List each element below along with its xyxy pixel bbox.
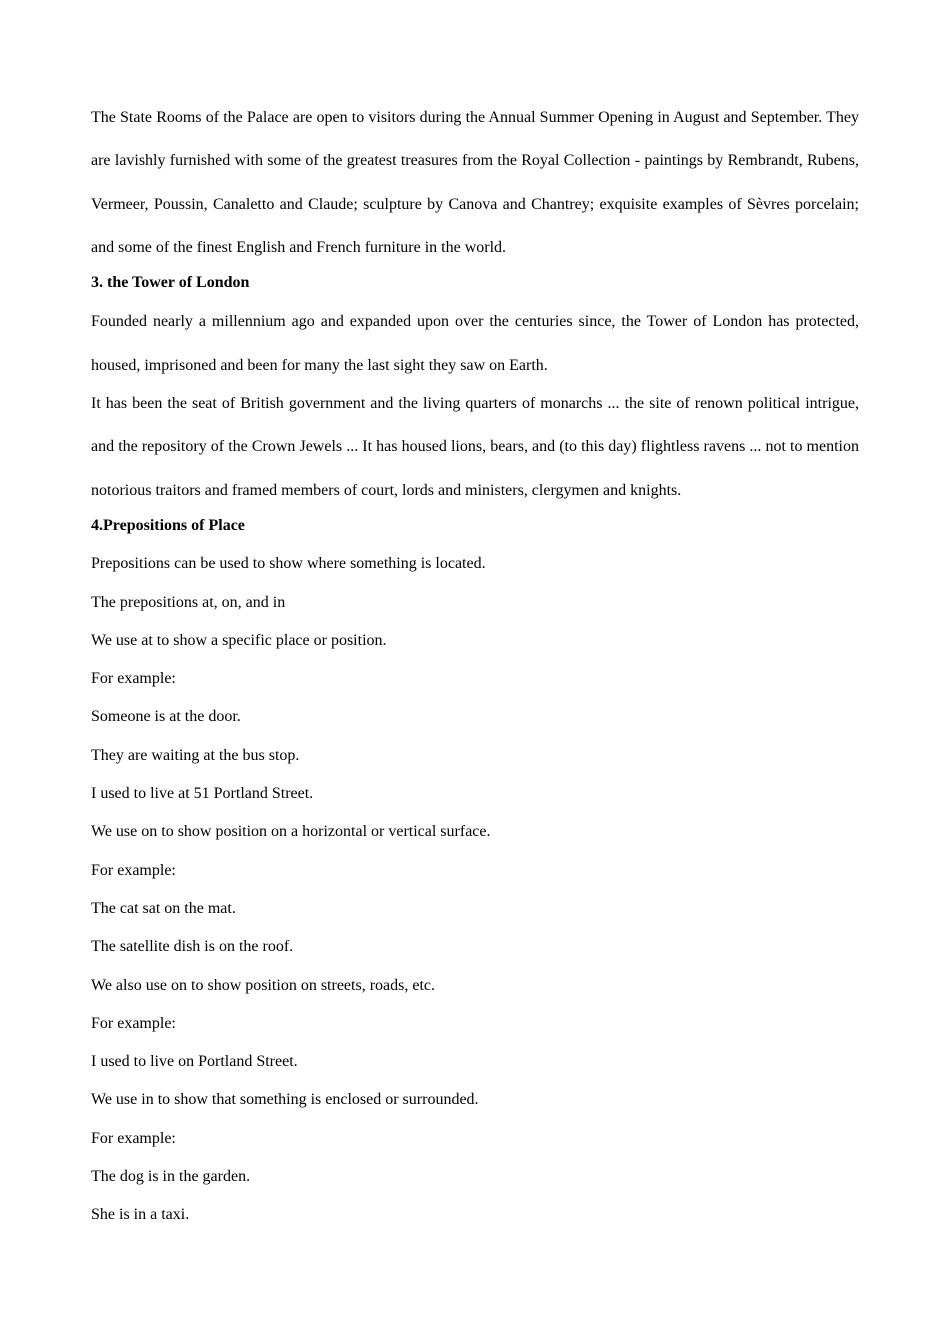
text-line: The cat sat on the mat.	[91, 899, 236, 917]
text-line: For example:	[91, 1129, 176, 1147]
tower-paragraph-1: Founded nearly a millennium ago and expanded upon over the centuries since, the Tower of London has protected, housed, imprisoned and been for many the last sight they saw on Earth.	[91, 313, 859, 374]
text-line: We also use on to show position on streets, roads, etc.	[91, 976, 435, 994]
text-line: We use on to show position on a horizontal or vertical surface.	[91, 823, 491, 841]
document-page	[91, 98, 859, 1235]
text-line: I used to live at 51 Portland Street.	[91, 785, 314, 803]
text-line: For example:	[91, 670, 176, 688]
tower-heading: 3. the Tower of London	[91, 274, 250, 292]
text-line: She is in a taxi.	[91, 1206, 190, 1224]
palace-paragraph: The State Rooms of the Palace are open to visitors during the Annual Summer Opening in August and September. They are lavishly furnished with some of the greatest treasures from the Royal Collection - paintings by Rembrandt, Rubens, Vermeer, Poussin, Canaletto and Claude; sculpture by Canova and Chantrey; exquisite examples of Sèvres porcelain; and some of the finest English and French furniture in the world.	[91, 109, 859, 256]
text-line: The prepositions at, on, and in	[91, 593, 286, 611]
text-line: They are waiting at the bus stop.	[91, 746, 300, 764]
tower-paragraph-2: It has been the seat of British government and the living quarters of monarchs ... the site of renown political intrigue, and the repository of the Crown Jewels ... It has housed lions, bears, and (to this day) flightless ravens ... not to mention notorious traitors and framed members of court, lords and ministers, clergymen and knights.	[91, 395, 859, 499]
text-line: I used to live on Portland Street.	[91, 1053, 298, 1071]
text-line: The satellite dish is on the roof.	[91, 938, 294, 956]
text-line: Someone is at the door.	[91, 708, 241, 726]
text-line: We use at to show a specific place or position.	[91, 631, 387, 649]
prepositions-heading: 4.Prepositions of Place	[91, 516, 245, 534]
text-line: For example:	[91, 861, 176, 879]
text-line: The dog is in the garden.	[91, 1168, 251, 1186]
text-line: Prepositions can be used to show where something is located.	[91, 555, 486, 573]
text-line: For example:	[91, 1014, 176, 1032]
text-line: We use in to show that something is enclosed or surrounded.	[91, 1091, 479, 1109]
